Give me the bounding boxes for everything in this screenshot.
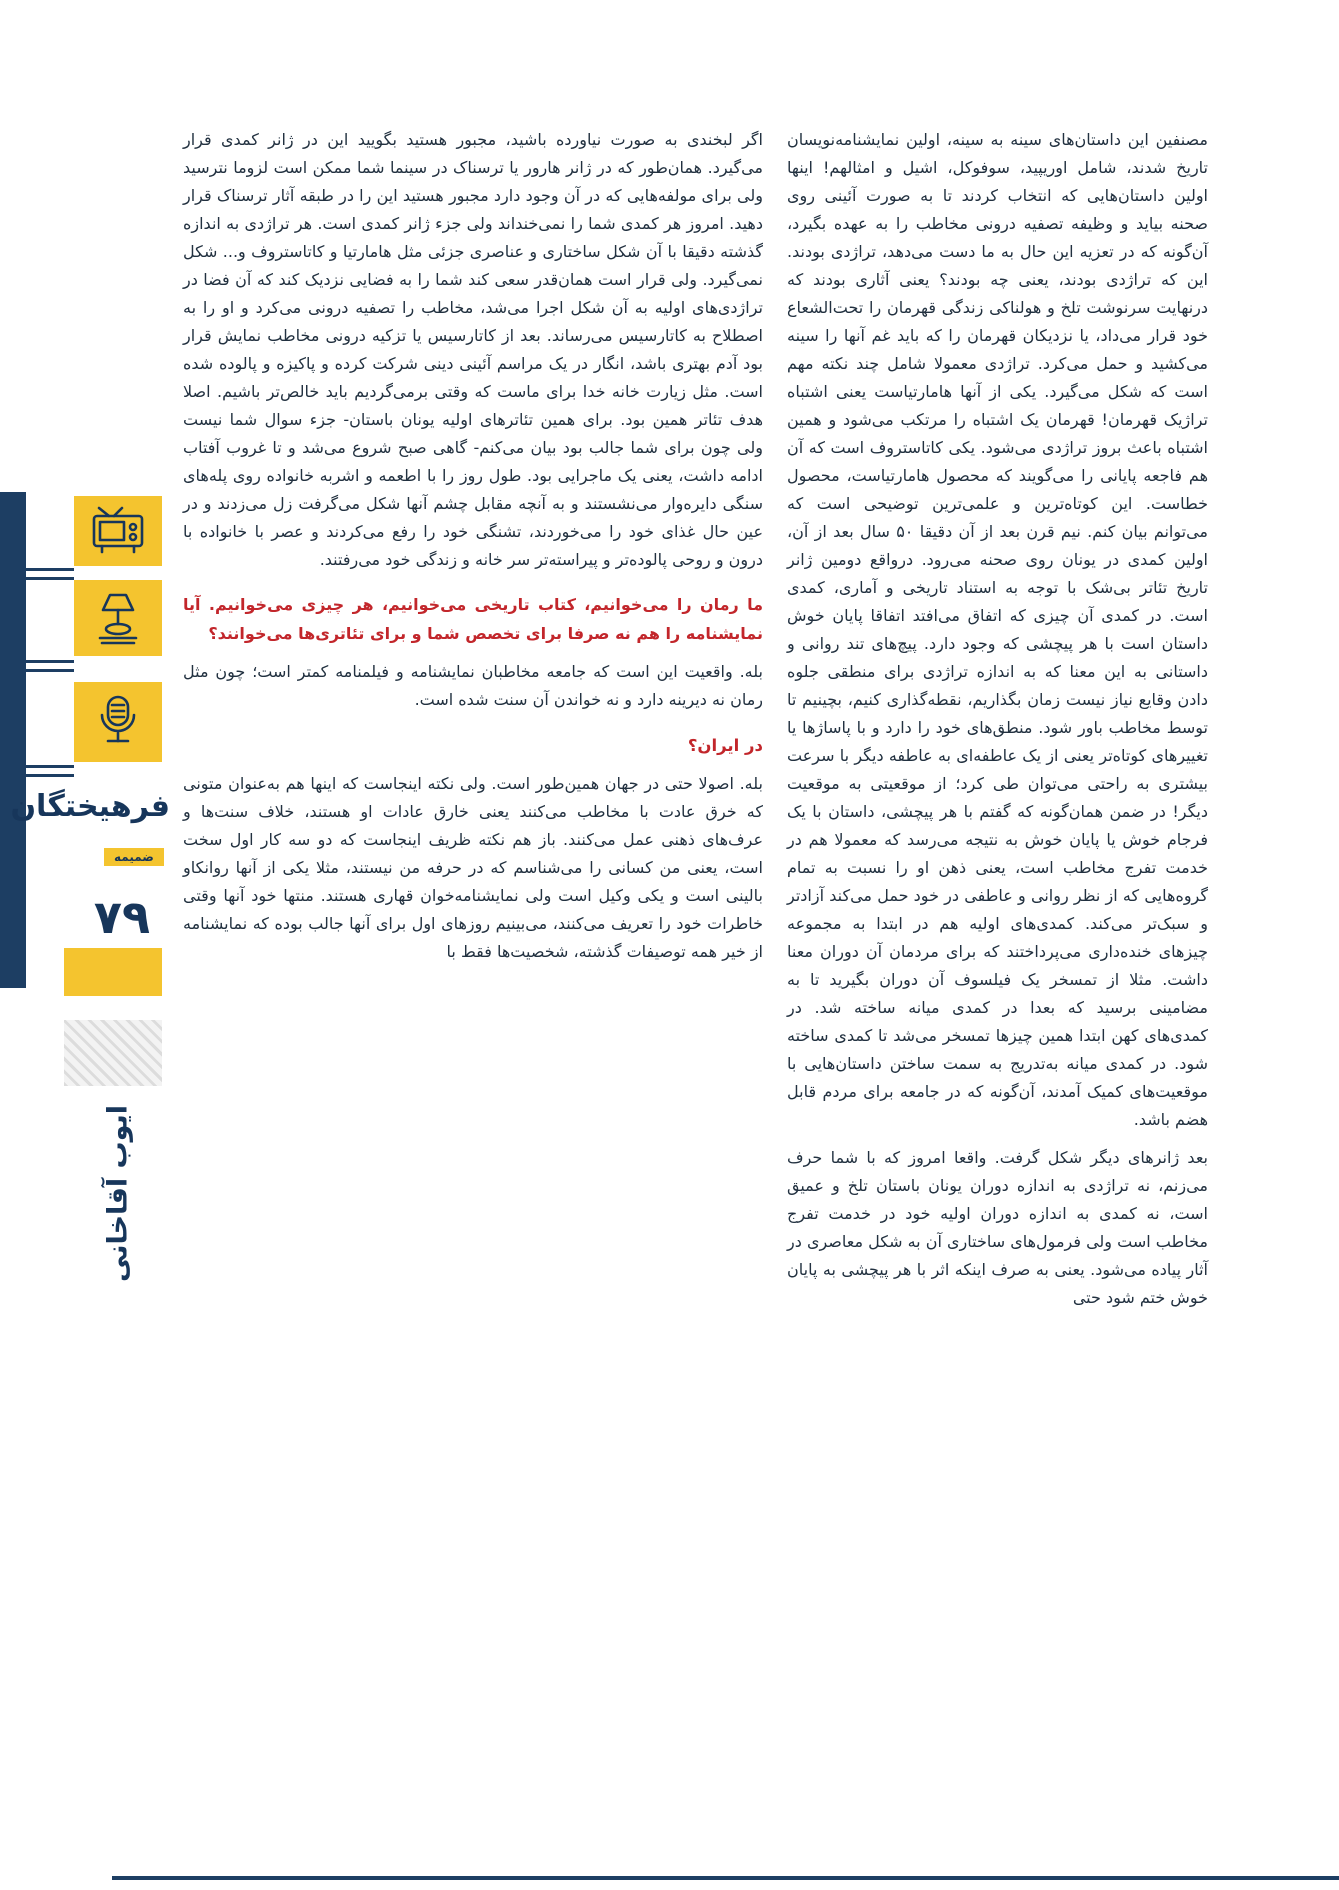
paragraph: بله. واقعیت این است که جامعه مخاطبان نمایشنامه و فیلمنامه کمتر است؛ چون مثل رمان نه دیرینه دارد و نه خواندن آن سنت شده است. xyxy=(183,662,763,709)
paragraph: مصنفین این داستان‌های سینه به سینه، اولین نمایشنامه‌نویسان تاریخ شدند، شامل اوریپید، سوفوکل، اشیل و امثالهم! اینها اولین داستان‌هایی که انتخاب کردند تا به صورت آئینی روی صحنه بیاید و وظیفه تصفیه درونی مخاطب را به عهده بگیرد، آن‌گونه که در تعزیه این حال به ما دست می‌دهد، تراژدی بودند. این که تراژدی بودند، یعنی چه بودند؟ یعنی آثاری بودند که درنهایت سرنوشت تلخ و هولناکی زندگی قهرمان را تحت‌الشعاع خود قرار می‌داد، یا نزدیکان قهرمان را که باید غم آنها را سینه می‌کشید و حمل می‌کرد. تراژدی معمولا شامل چند نکته مهم است که شکل می‌گیرد. یکی از آنها هامارتیاست یعنی اشتباه تراژیک قهرمان! قهرمان یک اشتباه را مرتکب می‌شود و همین اشتباه باعث بروز تراژدی می‌شود. یکی کاتاستروف است که آن هم فاجعه پایانی را می‌گویند که محصول هامارتیاست، محصول خطاست. این کوتاه‌ترین و علمی‌ترین توضیحی است که می‌توانم بیان کنم. نیم قرن بعد از آن دقیقا ۵۰ سال بعد از آن، اولین کمدی در یونان روی صحنه می‌رود. درواقع دومین ژانر تاریخ تئاتر بی‌شک با توجه به استناد تاریخی و آماری، کمدی است. در کمدی آن چیزی که اتفاق می‌افتد اتفاقا پایان خوش داستان است با هر پیچشی که وجود دارد. پیچ‌های تند روانی و داستانی به این معنا که به اندازه تراژدی برای منطقی جلوه دادن وقایع نیاز نیست زمان بگذاریم، نقطه‌گذاری کنیم، بچینیم تا توسط مخاطب باور شود. منطق‌های خود را دارد و با پاساژها یا تغییرهای کوتاه‌تر یعنی از یک عاطفه‌ای به عاطفه دیگر با سرعت بیشتری به راحتی می‌توان طی کرد؛ از موقعیتی به موقعیت دیگر! در ضمن همان‌گونه که گفتم با هر پیچشی، داستان با یک فرجام خوش یا پایان خوش به نتیجه می‌رسد که معمولا هم در خدمت تفرج مخاطب است، یعنی ذهن او را نسبت به تمام گروه‌هایی که از نظر روانی و عاطفی در خود حمل می‌کند آزادتر و سبک‌تر می‌کند. کمدی‌های اولیه هم در ابتدا به مجموعه چیزهای خنده‌داری می‌پرداختند که برای مردمان آن دوران معنا داشت. مثلا از تمسخر یک فیلسوف آن دوران بگیرید تا به مضامینی برسید که بعدا در کمدی میانه ساخته شد. در کمدی‌های کهن ابتدا همین چیزها تمسخر می‌شد تا کمدی ساخته شود. در کمدی میانه به‌تدریج به سمت ساختن داستان‌هایی با موقعیت‌های کمیک آمدند، آن‌گونه که در جامعه برای مردم قابل هضم باشد. xyxy=(787,130,1208,1129)
shelf-box-top xyxy=(74,496,162,566)
page-number: ٧٩ xyxy=(93,890,151,944)
sidebar-vertical-bar xyxy=(0,492,26,988)
interviewee-name-vertical: ایوب آقاخانی xyxy=(102,1105,134,1282)
microphone-icon xyxy=(88,693,148,751)
bottom-divider xyxy=(112,1876,1339,1880)
yellow-block xyxy=(64,948,162,996)
interview-question-short: در ایران؟ xyxy=(687,736,763,755)
magazine-logo-subtitle: ضمیمه xyxy=(104,848,164,866)
magazine-logo: فرهیختگان xyxy=(10,789,170,824)
article-column-left xyxy=(183,126,763,976)
shelf-line xyxy=(22,669,74,672)
shelf-line xyxy=(22,660,74,663)
paragraph: اگر لبخندی به صورت نیاورده باشید، مجبور هستید بگویید این در ژانر کمدی قرار می‌گیرد. همان‌طور که در ژانر هارور یا ترسناک در سینما شما ممکن است لزوما نترسید ولی برای مولفه‌هایی که در آن وجود دارد مجبور هستید این را در طبقه آثار ترسناک قرار دهید. امروز هر کمدی شما را نمی‌خنداند ولی جزء ژانر کمدی است. هر تراژدی به اندازه گذشته دقیقا با آن شکل ساختاری و عناصری جزئی مثل هامارتیا و کاتاستروف و... شکل نمی‌گیرد. ولی قرار است همان‌قدر سعی کند شما را به فضایی نزدیک کند که آن فضا در تراژدی‌های اولیه به آن شکل اجرا می‌شد، مخاطب را تصفیه درونی می‌کرد و او را به اصطلاح به کاتارسیس می‌رساند. بعد از کاتارسیس یا تزکیه درونی مخاطب نمایش قرار بود آدم بهتری باشد، انگار در یک مراسم آئینی دینی شرکت کرده و پاکیزه و پالوده شده است. مثل زیارت خانه خدا برای ماست که وقتی برمی‌گردیم باید خالص‌تر باشیم. اصلا هدف تئاتر همین بود. برای همین تئاترهای اولیه یونان باستان- جزء سوال شما نیست ولی چون برای شما جالب بود بیان می‌کنم- گاهی صبح شروع می‌شد و تا غروب آفتاب ادامه داشت، یعنی یک ماجرایی بود. طول روز را با اطعمه و اشربه خانواده روی پله‌های سنگی دایره‌وار می‌نشستند و به آنچه مقابل چشم آنها شکل می‌گرفت زل می‌زدند و در عین حال غذای خود را می‌خوردند، تشنگی خود را رفع می‌کردند و عصر با خانواده با درون و روحی پالوده‌تر و پیراسته‌تر سر خانه و زندگی خود می‌رفتند. xyxy=(183,130,763,569)
shelf-line xyxy=(22,774,74,777)
shelf-line xyxy=(22,577,74,580)
shelf-line xyxy=(22,568,74,571)
shelf-box-middle xyxy=(74,580,162,656)
article-column-right xyxy=(787,126,1208,1322)
shelf-line xyxy=(22,765,74,768)
interview-question: ما رمان را می‌خوانیم، کتاب تاریخی می‌خوانیم، هر چیزی می‌خوانیم. آیا نمایشنامه را هم نه صرفا برای تخصص شما و برای تئاتری‌ها می‌خوانند؟ xyxy=(183,595,763,643)
shelf-box-bottom xyxy=(74,682,162,762)
striped-block xyxy=(64,1020,162,1086)
paragraph: بعد ژانرهای دیگر شکل گرفت. واقعا امروز که با شما حرف می‌زنم، نه تراژدی به اندازه دوران یونان باستان تلخ و عمیق است، نه کمدی به اندازه دوران اولیه خود در خدمت تفرج مخاطب است ولی فرمول‌های ساختاری آن به شکل معاصری در آثار پیاده می‌شود. یعنی به صرف اینکه اثر با هر پیچشی به پایان خوش ختم شود حتی xyxy=(787,1148,1208,1307)
paragraph: بله. اصولا حتی در جهان همین‌طور است. ولی نکته اینجاست که اینها هم به‌عنوان متونی که خرق عادت با مخاطب می‌کنند یعنی خارق عادات او هستند، خلاف سنت‌ها و عرف‌های ذهنی عمل می‌کنند. باز هم نکته ظریف اینجاست که دو سه کار اول سخت است، یعنی من کسانی را می‌شناسم که در حرفه من نیستند، مثلا یکی از آنها روانکاو بالینی است و یکی وکیل است ولی نمایشنامه‌خوان قهاری هستند. منتها خود آنها وقتی خاطرات خود را تعریف می‌کنند، می‌بینیم روزهای اول برای آنها جالب بوده که نمایشنامه از خیر همه توصیفات گذشته، شخصیت‌ها فقط با xyxy=(183,774,763,961)
tv-icon xyxy=(87,506,149,556)
lamp-icon xyxy=(88,591,148,645)
